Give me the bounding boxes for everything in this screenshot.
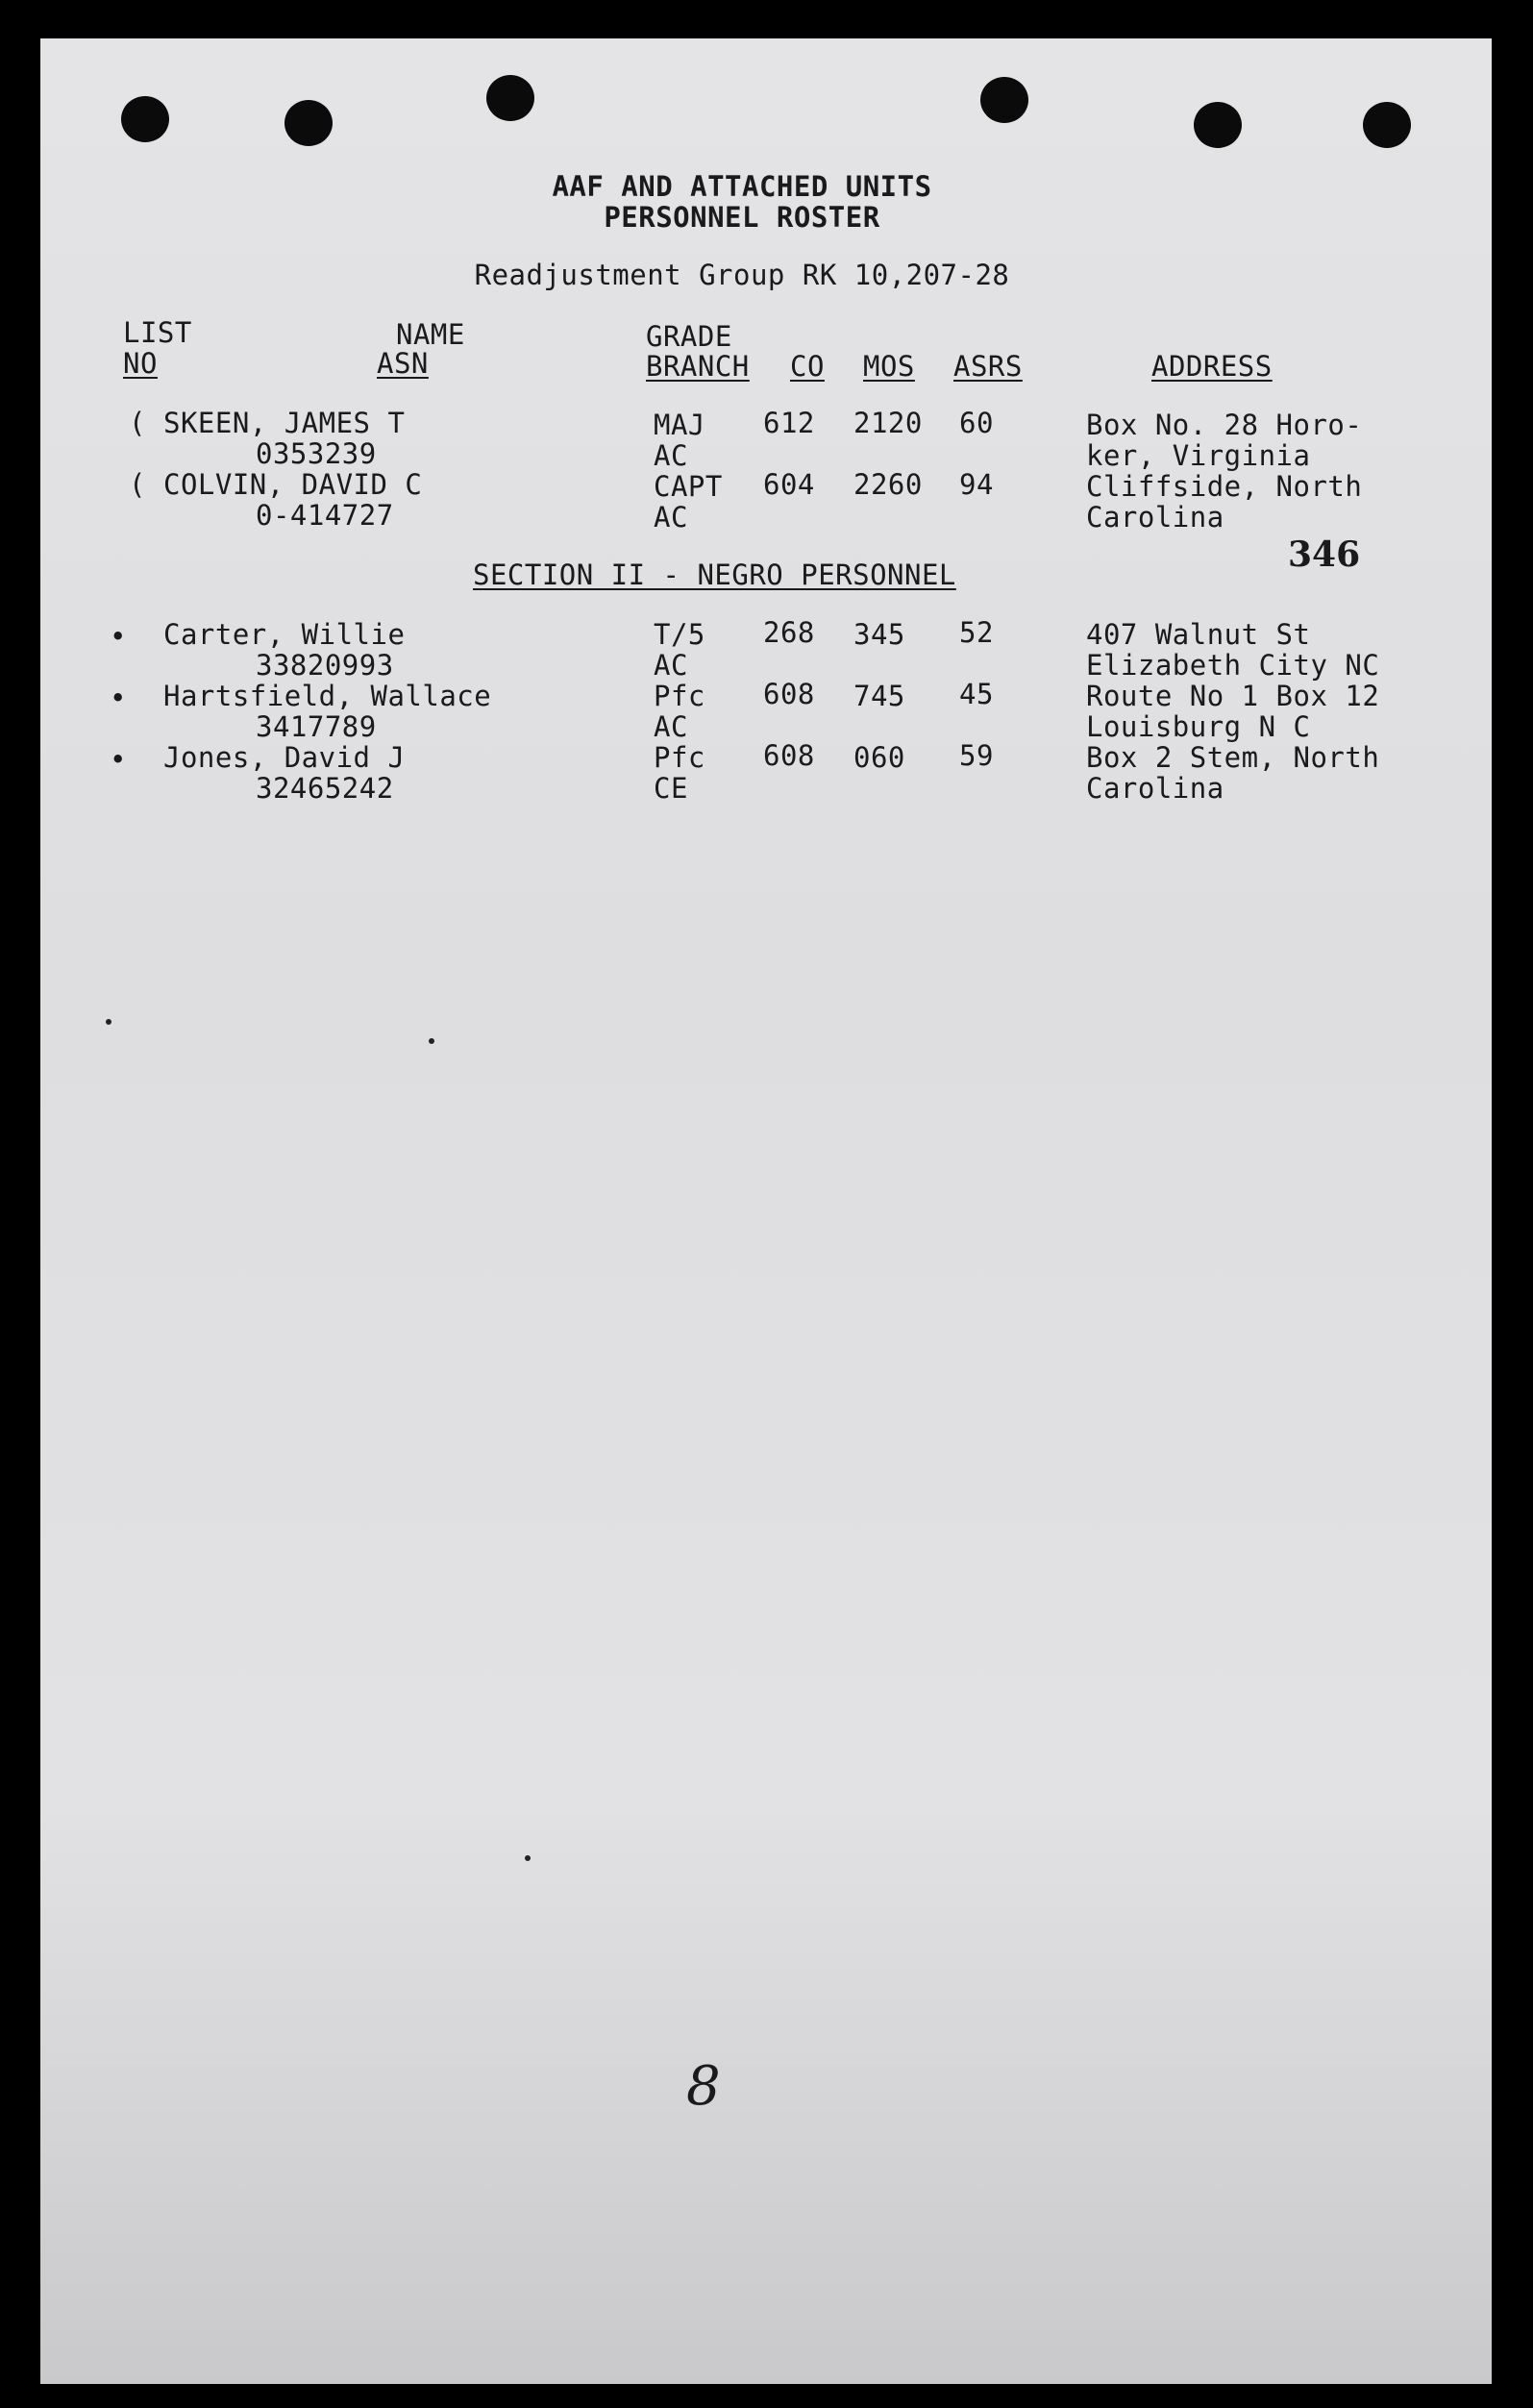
punch-hole: [1194, 102, 1242, 148]
paper-speck: [429, 1038, 434, 1044]
row-asn: 33820993: [256, 649, 394, 682]
row-address-line1: Box No. 28 Horo-: [1086, 409, 1363, 441]
readjustment-group: Readjustment Group RK 10,207-28: [474, 259, 1010, 291]
row-mos: 2260: [853, 468, 923, 501]
col-name: NAME: [396, 318, 465, 351]
row-branch: CE: [654, 772, 688, 805]
row-branch: AC: [654, 710, 688, 743]
col-branch: BRANCH: [646, 350, 750, 383]
row-name: SKEEN, JAMES T: [163, 407, 406, 439]
row-asrs: 94: [959, 468, 994, 501]
row-asrs: 60: [959, 407, 994, 439]
row-name: Hartsfield, Wallace: [163, 680, 492, 712]
row-co: 604: [763, 468, 815, 501]
col-asrs: ASRS: [953, 350, 1023, 383]
punch-hole: [1363, 102, 1411, 148]
row-name: Carter, Willie: [163, 618, 406, 651]
row-co: 608: [763, 678, 815, 710]
punch-hole: [121, 96, 169, 142]
row-asrs: 59: [959, 739, 994, 772]
row-asn: 3417789: [256, 710, 377, 743]
row-address-line2: Carolina: [1086, 501, 1224, 534]
paper-speck: [525, 1855, 531, 1861]
row-grade: CAPT: [654, 470, 723, 503]
col-co: CO: [790, 350, 825, 383]
row-branch: AC: [654, 501, 688, 534]
col-asn: ASN: [377, 347, 429, 380]
row-grade: Pfc: [654, 741, 705, 774]
row-mos: 060: [853, 741, 905, 774]
row-asrs: 45: [959, 678, 994, 710]
row-address-line1: 407 Walnut St: [1086, 618, 1311, 651]
handwritten-page-number: 8: [686, 2055, 721, 2118]
punch-hole: [284, 100, 333, 146]
punch-hole: [486, 75, 534, 121]
row-grade: T/5: [654, 618, 705, 651]
row-name: COLVIN, DAVID C: [163, 468, 423, 501]
row-co: 608: [763, 739, 815, 772]
punch-hole: [980, 77, 1028, 123]
row-branch: AC: [654, 439, 688, 472]
row-address-line2: Elizabeth City NC: [1086, 649, 1380, 682]
row-name: Jones, David J: [163, 741, 406, 774]
row-co: 268: [763, 616, 815, 649]
row-co: 612: [763, 407, 815, 439]
row-grade: MAJ: [654, 409, 705, 441]
row-marker: (: [129, 407, 146, 439]
col-grade: GRADE: [646, 320, 732, 353]
row-address-line2: Carolina: [1086, 772, 1224, 805]
row-address-line2: ker, Virginia: [1086, 439, 1311, 472]
row-mos: 745: [853, 680, 905, 712]
section-title: SECTION II - NEGRO PERSONNEL: [473, 559, 956, 591]
row-asrs: 52: [959, 616, 994, 649]
paper-speck: [106, 1019, 111, 1025]
row-address-line1: Cliffside, North: [1086, 470, 1363, 503]
col-list: LIST: [123, 316, 192, 349]
document-page: [40, 38, 1492, 2384]
row-grade: Pfc: [654, 680, 705, 712]
row-marker: •: [110, 620, 127, 653]
stamped-page-number: 346: [1288, 534, 1361, 575]
row-branch: AC: [654, 649, 688, 682]
roster-subtitle: PERSONNEL ROSTER: [604, 201, 880, 234]
row-asn: 0-414727: [256, 499, 394, 532]
row-marker: •: [110, 743, 127, 776]
row-asn: 0353239: [256, 437, 377, 470]
col-no: NO: [123, 347, 158, 380]
roster-title: AAF AND ATTACHED UNITS: [552, 170, 932, 203]
row-marker: •: [110, 682, 127, 714]
row-address-line1: Route No 1 Box 12: [1086, 680, 1380, 712]
row-address-line1: Box 2 Stem, North: [1086, 741, 1380, 774]
col-mos: MOS: [863, 350, 915, 383]
row-marker: (: [129, 468, 146, 501]
row-asn: 32465242: [256, 772, 394, 805]
col-address: ADDRESS: [1151, 350, 1273, 383]
row-mos: 2120: [853, 407, 923, 439]
row-address-line2: Louisburg N C: [1086, 710, 1311, 743]
row-mos: 345: [853, 618, 905, 651]
